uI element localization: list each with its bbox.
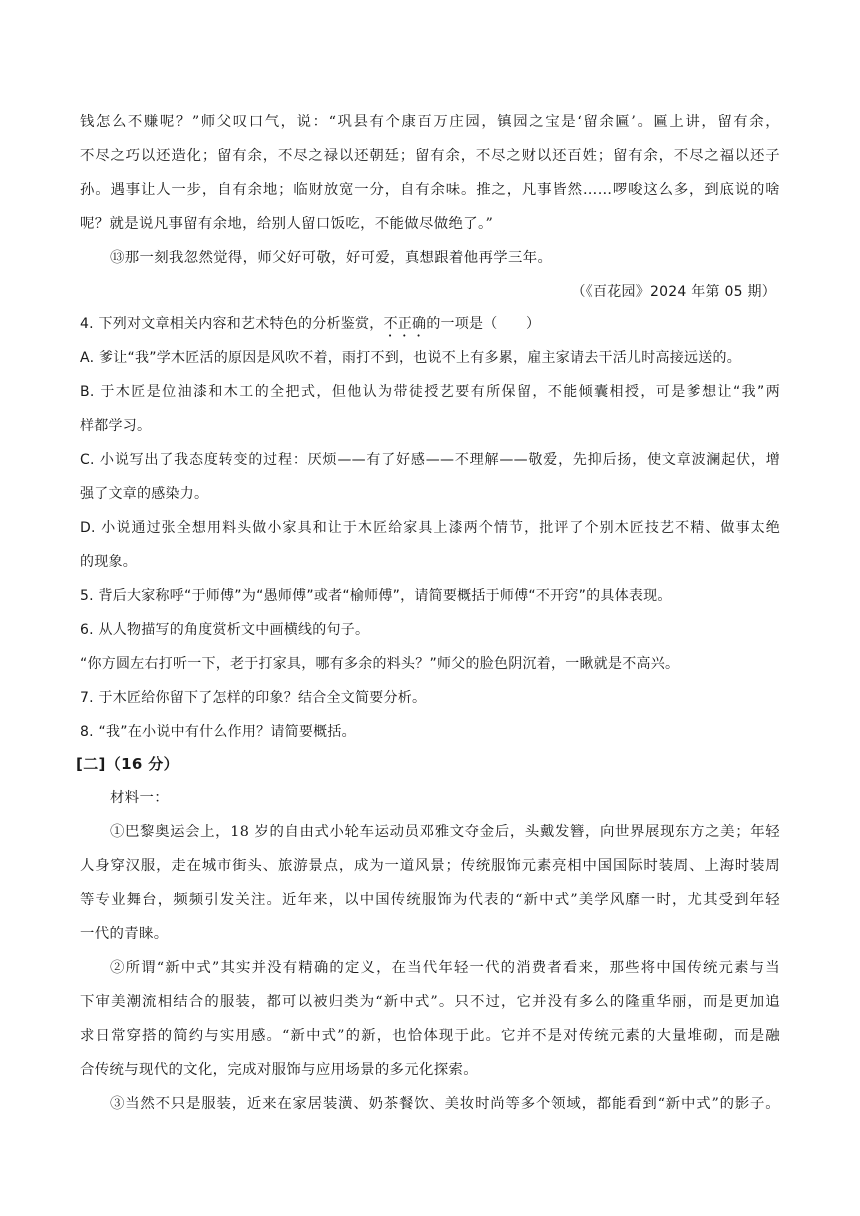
- question-4-emphasis: 不正确: [383, 316, 427, 332]
- question-6-quote: “你方圆左右打听一下，老于打家具，哪有多余的料头？”师父的脸色阴沉着，一瞅就是不高兴。: [80, 656, 680, 672]
- question-4-suffix: 的一项是（ ）: [426, 316, 541, 332]
- material-paragraph-3-line: ③当然不只是服装，近来在家居装潢、奶茶餐饮、美妆时尚等多个领域，都能看到“新中式”的影子。: [110, 1096, 780, 1112]
- question-7: 7. 于木匠给你留下了怎样的印象？结合全文简要分析。: [80, 690, 427, 706]
- section-2-heading: [二]（16 分）: [76, 755, 179, 773]
- option-a: A. 爹让“我”学木匠活的原因是风吹不着，雨打不到，也说不上有多累，雇主家请去干活儿时高接远送的。: [80, 350, 741, 366]
- material-paragraph-1-line: ①巴黎奥运会上，18 岁的自由式小轮车运动员邓雅文夺金后，头戴发簪，向世界展现东方之美；年轻: [110, 824, 780, 840]
- question-8: 8. “我”在小说中有什么作用？请简要概括。: [80, 724, 356, 740]
- option-c-line2: 强了文章的感染力。: [80, 486, 209, 502]
- option-b-line1: B. 于木匠是位油漆和木工的全把式，但他认为带徒授艺要有所保留，不能倾囊相授，可是爹想让“我”两: [80, 384, 780, 400]
- passage-line: 钱怎么不赚呢？”师父叹口气，说：“巩县有个康百万庄园，镇园之宝是‘留余匾’。匾上讲，留有余，: [80, 114, 780, 130]
- material-paragraph-2-line: 下审美潮流相结合的服装，都可以被归类为“新中式”。只不过，它并没有多么的隆重华丽，而是更加追: [80, 994, 780, 1010]
- option-c-line1: C. 小说写出了我态度转变的过程：厌烦——有了好感——不理解——敬爱，先抑后扬，使文章波澜起伏，增: [80, 452, 780, 468]
- material-paragraph-1-line: 等专业舞台，频频引发关注。近年来，以中国传统服饰为代表的“新中式”美学风靡一时，尤其受到年轻: [80, 892, 780, 908]
- question-6: 6. 从人物描写的角度赏析文中画横线的句子。: [80, 622, 370, 638]
- material-paragraph-2-line: 求日常穿搭的简约与实用感。“新中式”的新，也恰体现于此。它并不是对传统元素的大量堆砌，而是融: [80, 1028, 780, 1044]
- passage-line: 孙。遇事让人一步，自有余地；临财放宽一分，自有余味。推之，凡事皆然……啰唆这么多，到底说的啥: [80, 182, 780, 198]
- passage-line: 呢？就是说凡事留有余地，给别人留口饭吃，不能做尽做绝了。”: [80, 216, 494, 232]
- material-1-label: 材料一：: [110, 790, 169, 806]
- material-paragraph-1-line: 人身穿汉服，走在城市街头、旅游景点，成为一道风景；传统服饰元素亮相中国国际时装周、上海时装周: [80, 858, 780, 874]
- material-paragraph-1-line: 一代的青睐。: [80, 926, 169, 942]
- question-5: 5. 背后大家称呼“于师傅”为“愚师傅”或者“榆师傅”，请简要概括于师傅“不开窍”的具体表现。: [80, 588, 672, 604]
- option-b-line2: 样都学习。: [80, 418, 152, 434]
- question-4-prefix: 4. 下列对文章相关内容和艺术特色的分析鉴赏，: [80, 316, 384, 332]
- passage-line: 不尽之巧以还造化；留有余，不尽之禄以还朝廷；留有余，不尽之财以还百姓；留有余，不尽之福以还子: [80, 148, 780, 164]
- material-paragraph-2-line: 合传统与现代的文化，完成对服饰与应用场景的多元化探索。: [80, 1062, 478, 1078]
- passage-source: （《百花园》2024 年第 05 期）: [571, 284, 776, 300]
- option-d-line2: 的现象。: [80, 554, 137, 570]
- passage-paragraph-13: ⑬那一刻我忽然觉得，师父好可敬，好可爱，真想跟着他再学三年。: [110, 250, 553, 266]
- question-4: [80, 314, 780, 340]
- material-paragraph-2-line: ②所谓“新中式”其实并没有精确的定义，在当代年轻一代的消费者看来，那些将中国传统元素与当: [110, 960, 780, 976]
- option-d-line1: D. 小说通过张全想用料头做小家具和让于木匠给家具上漆两个情节，批评了个别木匠技艺不精、做事太绝: [80, 520, 780, 536]
